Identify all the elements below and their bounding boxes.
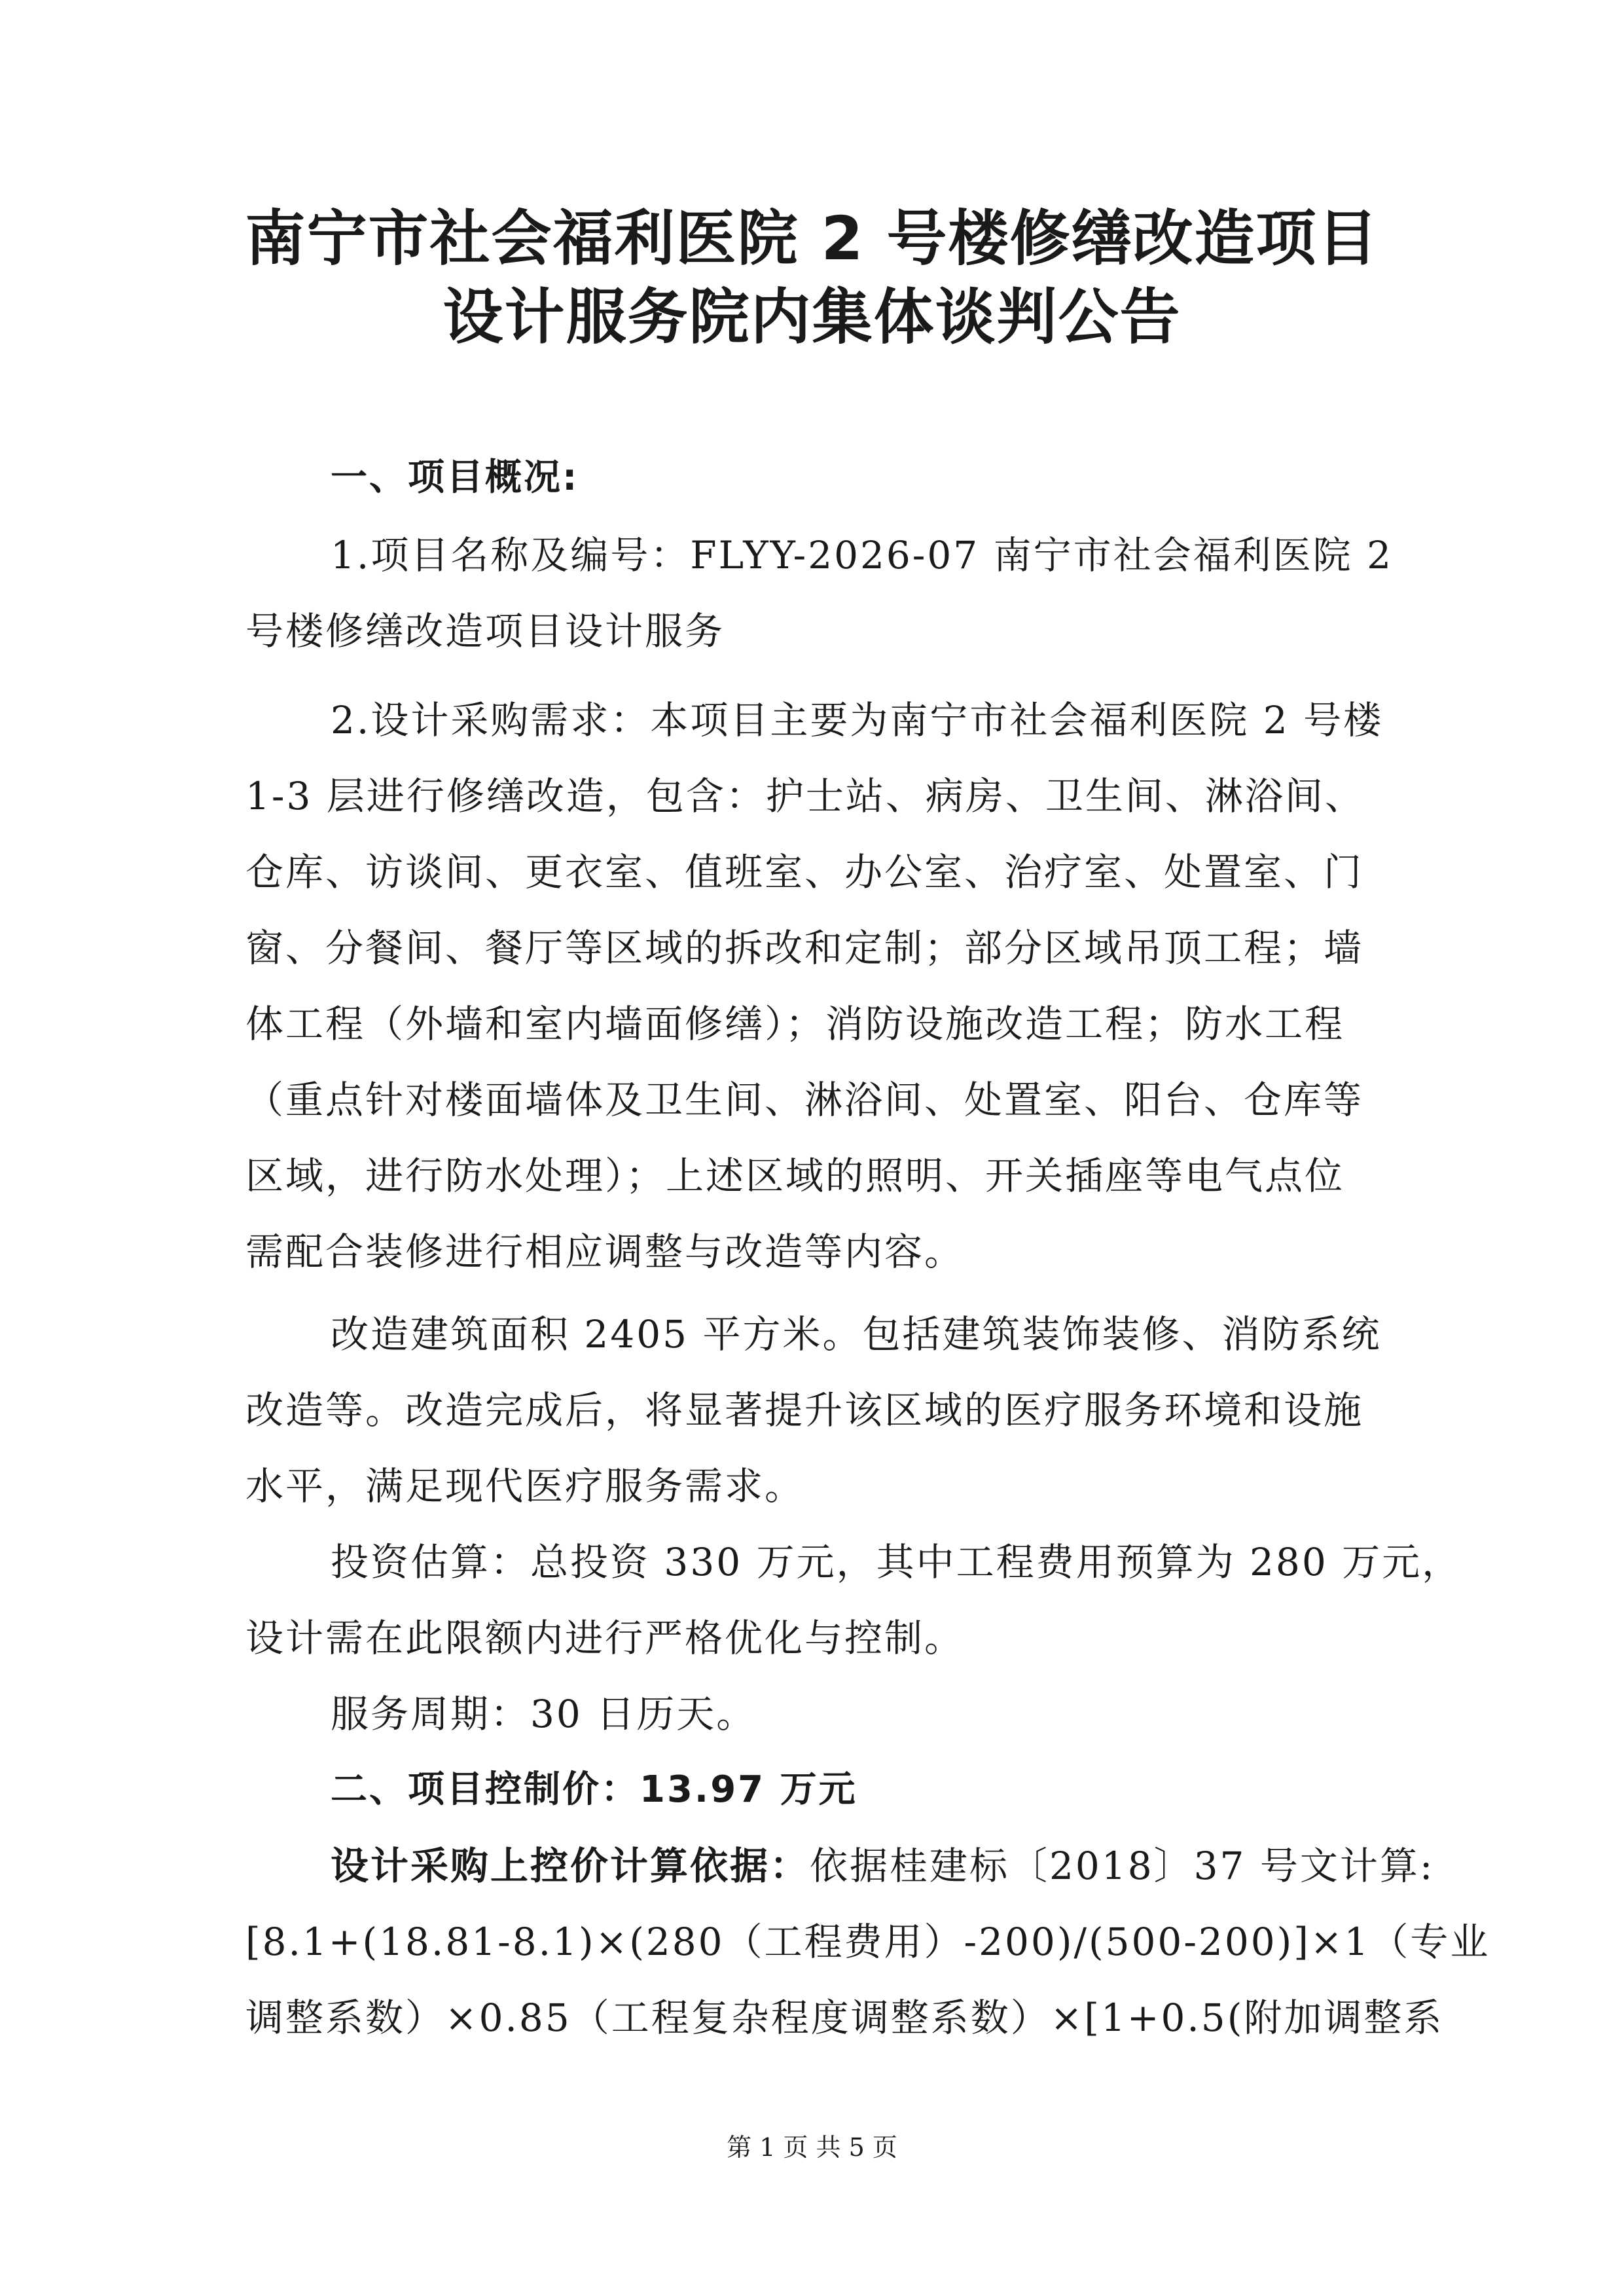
paragraph-line: 投资估算：总投资 330 万元，其中工程费用预算为 280 万元，	[331, 1540, 1462, 1584]
calc-basis-label: 设计采购上控价计算依据：	[331, 1844, 810, 1888]
paragraph-line: 需配合装修进行相应调整与改造等内容。	[245, 1230, 965, 1274]
paragraph-line: 设计需在此限额内进行严格优化与控制。	[245, 1616, 965, 1660]
document-title-line-1: 南宁市社会福利医院 2 号楼修缮改造项目	[245, 204, 1379, 274]
paragraph-line: 改造建筑面积 2405 平方米。包括建筑装饰装修、消防系统	[331, 1312, 1382, 1357]
paragraph-line: 1-3 层进行修缮改造，包含：护士站、病房、卫生间、淋浴间、	[245, 774, 1365, 818]
paragraph-line: 窗、分餐间、餐厅等区域的拆改和定制；部分区域吊顶工程；墙	[245, 926, 1364, 970]
paragraph-line: （重点针对楼面墙体及卫生间、淋浴间、处置室、阳台、仓库等	[245, 1078, 1364, 1122]
paragraph-line: 服务周期：30 日历天。	[331, 1692, 757, 1736]
paragraph-line: 2.设计采购需求：本项目主要为南宁市社会福利医院 2 号楼	[331, 698, 1384, 742]
paragraph-line: 水平，满足现代医疗服务需求。	[245, 1464, 805, 1508]
paragraph-line	[331, 1840, 1435, 1892]
section-heading-overview: 一、项目概况:	[331, 456, 579, 499]
formula-line: [8.1+(18.81-8.1)×(280（工程费用）-200)/(500-200)]×1（专业	[245, 1920, 1490, 1964]
paragraph-line: 区域，进行防水处理）；上述区域的照明、开关插座等电气点位	[245, 1154, 1345, 1198]
paragraph-line: 体工程（外墙和室内墙面修缮）；消防设施改造工程；防水工程	[245, 1002, 1345, 1046]
calc-basis-text: 依据桂建标〔2018〕37 号文计算:	[810, 1844, 1435, 1888]
paragraph-line: 1.项目名称及编号：FLYY-2026-07 南宁市社会福利医院 2	[331, 533, 1393, 577]
document-title-line-2: 设计服务院内集体谈判公告	[442, 282, 1182, 352]
paragraph-line: 改造等。改造完成后，将显著提升该区域的医疗服务环境和设施	[245, 1388, 1364, 1432]
paragraph-line: 仓库、访谈间、更衣室、值班室、办公室、治疗室、处置室、门	[245, 850, 1364, 894]
page-number: 第 1 页 共 5 页	[727, 2133, 897, 2162]
paragraph-line: 号楼修缮改造项目设计服务	[245, 609, 725, 653]
section-heading-control-price: 二、项目控制价：13.97 万元	[331, 1768, 857, 1811]
formula-line: 调整系数）×0.85（工程复杂程度调整系数）×[1+0.5(附加调整系	[245, 1995, 1444, 2040]
